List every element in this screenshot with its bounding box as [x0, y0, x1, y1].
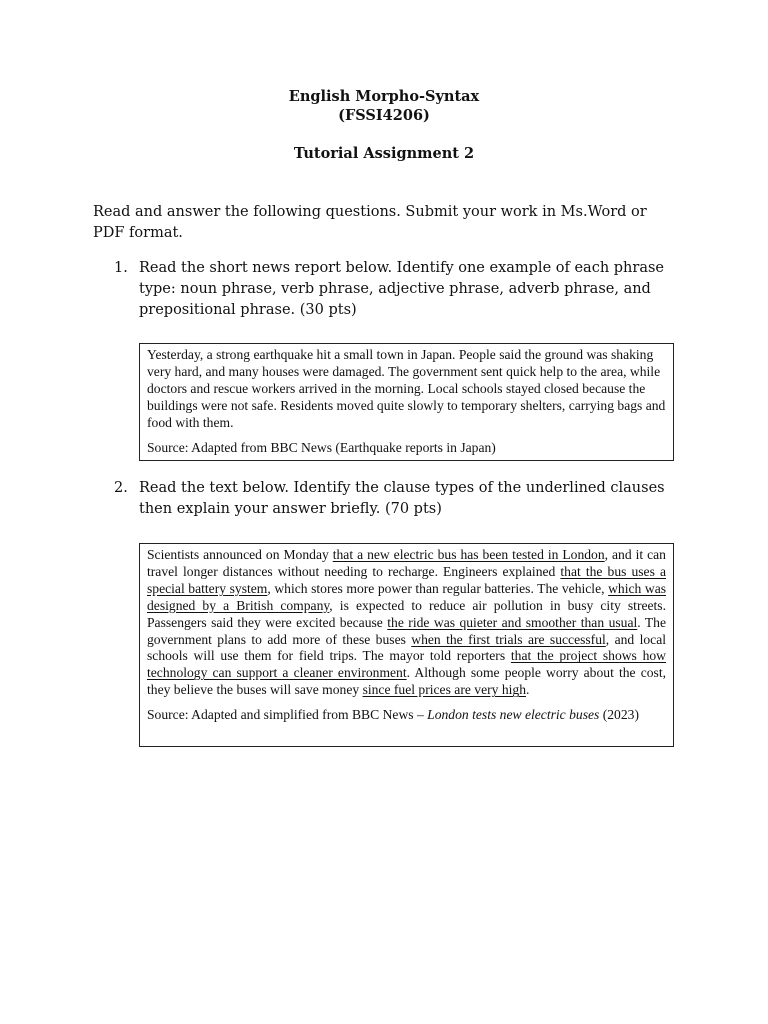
passage-segment: . Although some people worry about the cost, they believe the buses will save money — [147, 665, 666, 698]
passage-segment: , and local schools will use them for field trips. The mayor told reporters — [147, 631, 667, 664]
question-number: 1. — [114, 260, 128, 276]
question-text: Read the short news report below. Identify one example of each phrase type: noun phrase, verb phrase, adjective phrase, adverb phrase, and prepositional phrase. (30 pts) — [139, 260, 664, 318]
question-text: Read the text below. Identify the clause types of the underlined clauses then explain your answer briefly. (70 pts) — [139, 480, 665, 517]
source-article-title: London tests new electric buses — [427, 707, 600, 723]
source-year: (2023) — [599, 707, 639, 723]
passage-segment: . The government plans to add more of these buses — [147, 614, 667, 647]
question-1 — [114, 258, 674, 321]
question-2 — [114, 478, 674, 520]
underlined-clause: since fuel prices are very high — [362, 682, 526, 698]
underlined-clause: when the first trials are successful — [411, 631, 606, 647]
underlined-clause: the ride was quieter and smoother than usual — [387, 614, 638, 630]
passage-source: Source: Adapted from BBC News (Earthquake reports in Japan) — [147, 439, 496, 455]
underlined-clause: that the project shows how technology can support a cleaner environment — [147, 648, 667, 681]
instructions-text: Read and answer the following questions. Submit your work in Ms.Word or PDF format. — [93, 204, 647, 241]
clause-passage-box — [139, 543, 674, 747]
assignment-title: Tutorial Assignment 2 — [293, 145, 475, 162]
underlined-clause: that the bus uses a special battery system — [147, 563, 666, 596]
source-prefix: Source: Adapted and simplified from BBC News – — [147, 707, 428, 723]
news-passage-box — [139, 343, 674, 461]
passage-segment: Scientists announced on Monday — [147, 547, 333, 562]
passage-segment: , and it can travel longer distances without needing to recharge. Engineers explained — [147, 547, 666, 579]
passage-segment: . — [526, 682, 530, 698]
passage-segment: , is expected to reduce air pollution in busy city streets. Passengers said they were excited because — [147, 597, 667, 630]
question-number: 2. — [114, 480, 128, 496]
underlined-clause: which was designed by a British company — [147, 580, 667, 613]
passage-source — [147, 707, 666, 724]
course-title: English Morpho-Syntax — [288, 88, 480, 105]
passage-segment: , which stores more power than regular batteries. The vehicle, — [267, 580, 609, 596]
underlined-clause: that a new electric bus has been tested in London — [332, 547, 605, 562]
passage-body: Yesterday, a strong earthquake hit a small town in Japan. People said the ground was shaking very hard, and many houses were damaged. The government sent quick help to the area, while doctors and rescue workers arrived in the morning. Local schools stayed closed because the buildings were not safe. Residents moved quite slowly to temporary shelters, carrying bags and food with them. — [147, 347, 666, 430]
passage-body — [147, 547, 666, 699]
course-code: (FSSI4206) — [338, 107, 430, 124]
